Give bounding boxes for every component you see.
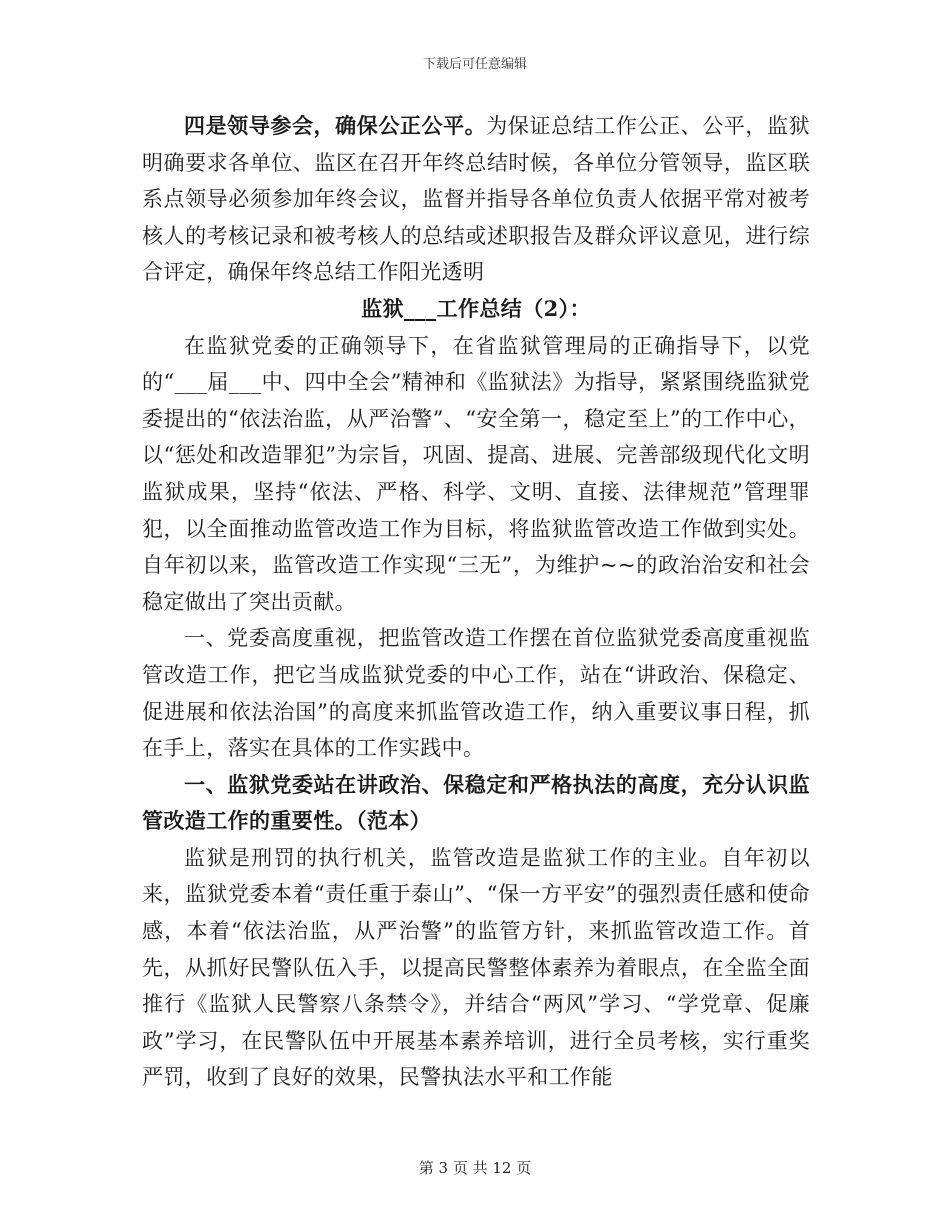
paragraph-prison-role: 监狱是刑罚的执行机关，监管改造是监狱工作的主业。自年初以来，监狱党委本着“责任重于泰山”、“保一方平安”的强烈责任感和使命感，本着“依法治监，从严治警”的监管方针，来抓监管改造工作。首先，从抓好民警队伍入手，以提高民警整体素养为着眼点，在全监全面推行《监狱人民警察八条禁令》，并结合“两风”学习、“学党章、促廉政”学习，在民警队伍中开展基本素养培训，进行全员考核，实行重奖严罚，收到了良好的效果，民警执法水平和工作能: [142, 845, 810, 1090]
paragraph-text: 为保证总结工作公正、公平，监狱明确要求各单位、监区在召开年终总结时候，各单位分管领导，监区联系点领导必须参加年终会议，监督并指导各单位负责人依据平常对被考核人的考核记录和被考核人的总结或述职报告及群众评议意见，进行综合评定，确保年终总结工作阳光透明: [142, 114, 810, 285]
section-title: 监狱___工作总结（2）：: [361, 295, 591, 321]
header-note: 下载后可任意编辑: [422, 57, 527, 72]
paragraph-leaders-attend: [142, 108, 810, 291]
paragraph-lead: 四是领导参会，确保公正公平。: [184, 113, 487, 138]
bold-heading: 一、监狱党委站在讲政治、保稳定和严格执法的高度，充分认识监管改造工作的重要性。（范本）: [142, 771, 810, 834]
document-body: [142, 108, 810, 1096]
page-number: 第 3 页 共 12 页: [418, 1159, 532, 1177]
paragraph-party-committee: 一、党委高度重视，把监管改造工作摆在首位监狱党委高度重视监管改造工作，把它当成监狱党委的中心工作，站在“讲政治、保稳定、促进展和依法治国”的高度来抓监管改造工作，纳入重要议事日程，抓在手上，落实在具体的工作实践中。: [142, 626, 810, 761]
paragraph-intro: 在监狱党委的正确领导下，在省监狱管理局的正确指导下，以党的“___届___中、四中全会”精神和《监狱法》为指导，紧紧围绕监狱党委提出的“依法治监，从严治警”、“安全第一，稳定至上”的工作中心，以“惩处和改造罪犯”为宗旨，巩固、提高、进展、完善部级现代化文明监狱成果，坚持“依法、严格、科学、文明、直接、法律规范”管理罪犯，以全面推动监管改造工作为目标，将监狱监管改造工作做到实处。自年初以来，监管改造工作实现“三无”，为维护~~的政治治安和社会稳定做出了突出贡献。: [142, 333, 810, 614]
